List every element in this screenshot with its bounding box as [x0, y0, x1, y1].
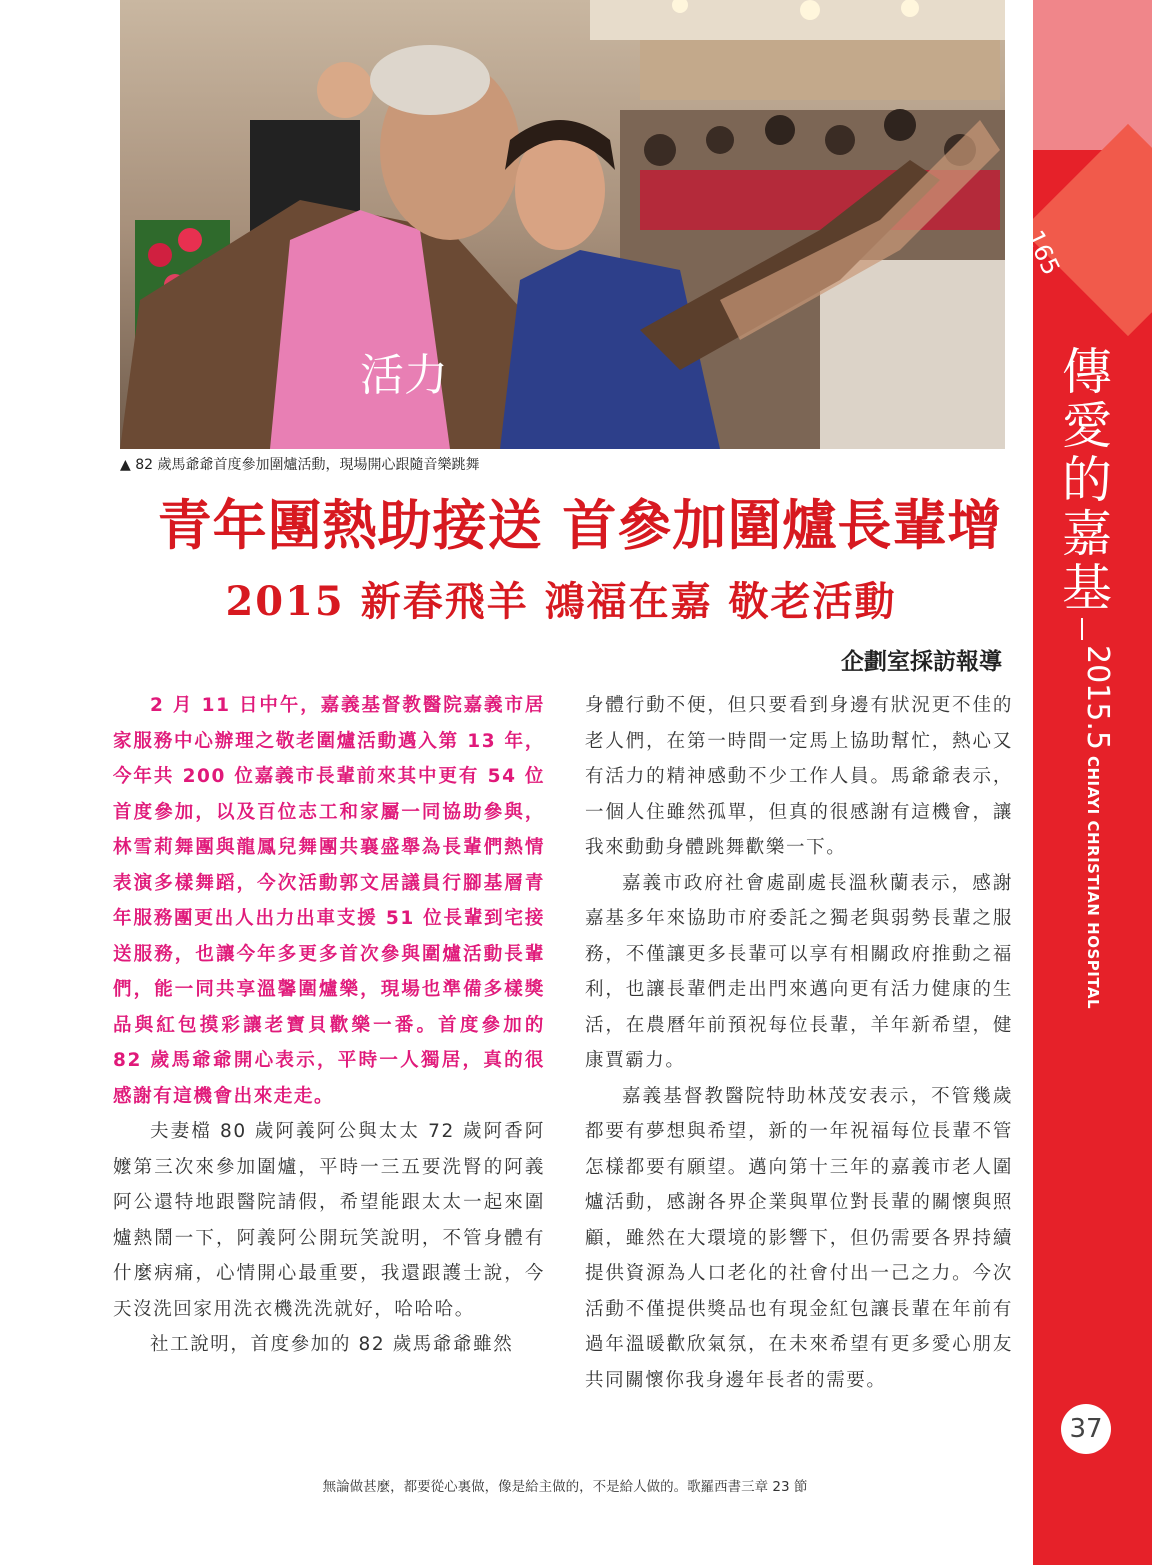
sidebar-top-band	[1033, 0, 1152, 150]
article-byline: 企劃室採訪報導	[841, 648, 1002, 675]
article-title: 青年團熱助接送 首參加圍爐長輩增	[157, 493, 1003, 557]
footer-quote: 無論做甚麼，都要從心裏做，像是給主做的，不是給人做的。歌羅西書三章 23 節	[322, 1479, 808, 1495]
photo-caption: ▲ 82 歲馬爺爺首度參加圍爐活動，現場開心跟隨音樂跳舞	[120, 457, 480, 473]
event-photo-illustration	[120, 0, 1005, 449]
article-column-left	[113, 688, 545, 1363]
issue-info	[1080, 645, 1115, 1009]
vest-text: 活力	[360, 350, 448, 401]
lead-paragraph: 2 月 11 日中午，嘉義基督教醫院嘉義市居家服務中心辦理之敬老圍爐活動邁入第 13 年，今年共 200 位嘉義市長輩前來其中更有 54 位首度參加，以及百位志工和家屬一同協助參與，林雪莉舞團與龍鳳兒舞團共襄盛舉為長輩們熱情表演多樣舞蹈，今次活動郭文居議員行腳基層青年服務團更出人出力出車支援 51 位長輩到宅接送服務，也讓今年多更多首次參與圍爐活動長輩們，能一同共享溫馨圍爐樂，現場也準備多樣獎品與紅包摸彩讓老寶貝歡樂一番。首度參加的 82 歲馬爺爺開心表示，平時一人獨居，真的很感謝有這機會出來走走。	[113, 695, 545, 1107]
magazine-title-char: 基	[1062, 559, 1112, 617]
issue-number: 165	[1020, 226, 1066, 280]
issue-date: 2015.5	[1080, 645, 1115, 750]
sidebar-divider	[1081, 618, 1083, 640]
paragraph: 夫妻檔 80 歲阿義阿公與太太 72 歲阿香阿嬤第三次來參加圍爐，平時一三五要洗腎的阿義阿公還特地跟醫院請假，希望能跟太太一起來圍爐熱鬧一下，阿義阿公開玩笑說明，不管身體有什麼病痛，心情開心最重要，我還跟護士說，今天沒洗回家用洗衣機洗洗就好，哈哈哈。	[113, 1121, 545, 1320]
paragraph: 社工說明，首度參加的 82 歲馬爺爺雖然	[150, 1334, 514, 1355]
magazine-title-char: 嘉	[1062, 505, 1112, 563]
paragraph-continued: 身體行動不便，但只要看到身邊有狀況更不佳的老人們，在第一時間一定馬上協助幫忙，熱心又有活力的精神感動不少工作人員。馬爺爺表示，一個人住雖然孤單，但真的很感謝有這機會，讓我來動動身體跳舞歡樂一下。	[585, 695, 1013, 858]
article-column-right	[585, 688, 1013, 1398]
hospital-name: CHIAYI CHRISTIAN HOSPITAL	[1084, 755, 1102, 1010]
page-number: 37	[1061, 1404, 1111, 1454]
magazine-title-char: 的	[1062, 451, 1112, 509]
issue-diamond	[1033, 124, 1152, 336]
magazine-title	[1059, 345, 1115, 615]
magazine-title-char: 愛	[1062, 397, 1112, 455]
magazine-title-char: 傳	[1062, 343, 1112, 401]
paragraph: 嘉義基督教醫院特助林茂安表示，不管幾歲都要有夢想與希望，新的一年祝福每位長輩不管怎樣都要有願望。邁向第十三年的嘉義市老人圍爐活動，感謝各界企業與單位對長輩的關懷與照顧，雖然在大環境的影響下，但仍需要各界持續提供資源為人口老化的社會付出一己之力。今次活動不僅提供獎品也有現金紅包讓長輩在年前有過年溫暖歡欣氣氛，在未來希望有更多愛心朋友共同關懷你我身邊年長者的需要。	[585, 1085, 1013, 1391]
paragraph: 嘉義市政府社會處副處長溫秋蘭表示，感謝嘉基多年來協助市府委託之獨老與弱勢長輩之服務，不僅讓更多長輩可以享有相關政府推動之福利，也讓長輩們走出門來邁向更有活力健康的生活，在農曆年前預祝每位長輩，羊年新希望，健康賈霸力。	[585, 872, 1013, 1071]
event-photo	[120, 0, 1005, 449]
article-subtitle: 2015 新春飛羊 鴻福在嘉 敬老活動	[225, 578, 897, 625]
